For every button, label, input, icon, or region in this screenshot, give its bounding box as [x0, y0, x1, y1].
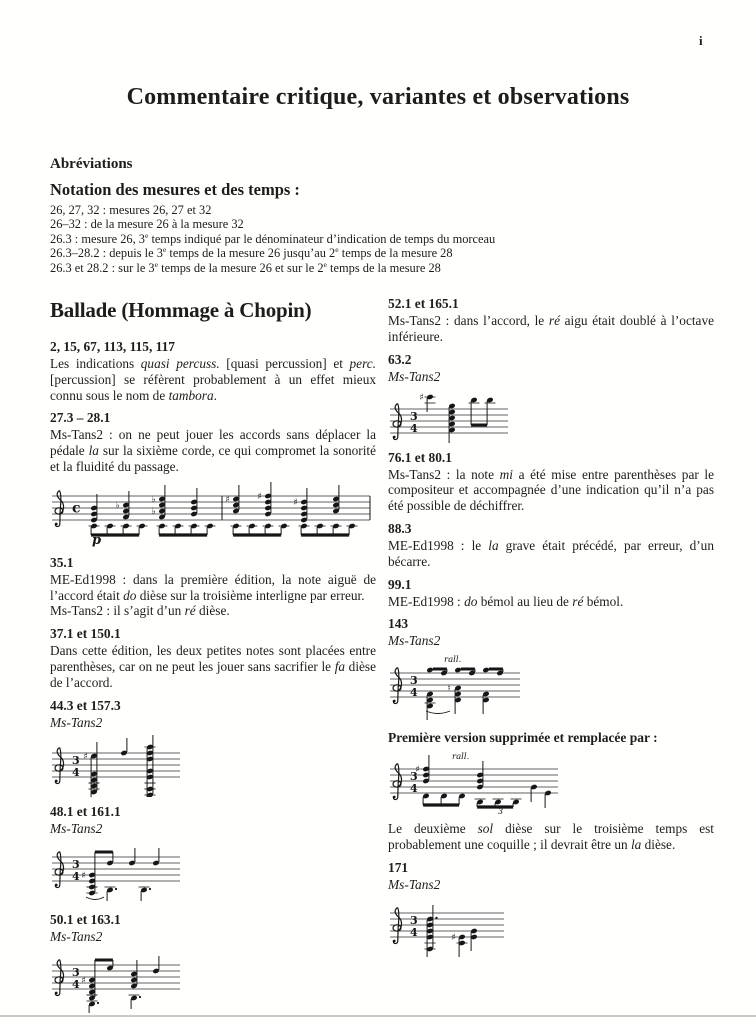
accidental-glyph: ♯ — [225, 494, 230, 505]
entry-paragraph — [388, 467, 714, 514]
commentary-entry — [50, 410, 376, 547]
text-segment: bémol. — [583, 593, 624, 609]
dynamic-marking: p — [92, 532, 102, 548]
music-notation-svg — [50, 949, 182, 1013]
time-signature: 4 — [410, 686, 418, 700]
abbreviation-line — [50, 203, 698, 217]
commentary-entry — [50, 804, 376, 905]
accidental-glyph: ♯ — [293, 497, 298, 508]
text-segment: Ms-Tans2 : on ne peut jouer les accords sans déplacer la pédale — [50, 427, 376, 459]
text-segment: Ms-Tans2 : il s’agit d’un — [50, 603, 185, 619]
page-bottom-scan-edge — [0, 1015, 756, 1017]
music-snippet — [388, 389, 714, 443]
text-segment: dièse. — [195, 603, 230, 619]
text-segment: ME-Ed1998 : le — [388, 537, 489, 553]
accidental-glyph: ♯ — [415, 765, 420, 776]
music-notation-svg — [50, 841, 182, 905]
abbreviations-section — [50, 156, 698, 275]
entry-ref: 37.1 et 150.1 — [50, 626, 121, 642]
text-segment: 26–32 : de la mesure 26 à la mesure 32 — [50, 217, 244, 232]
section-heading-ballade: Ballade (Hommage à Chopin) — [50, 298, 312, 322]
entry-ref: 27.3 – 28.1 — [50, 410, 111, 426]
ordinal-superscript: e — [323, 259, 327, 269]
entry-ref: 2, 15, 67, 113, 115, 117 — [50, 339, 175, 354]
text-segment: Ms-Tans2 : la note — [388, 466, 500, 482]
text-segment: Le deuxième — [388, 821, 478, 837]
commentary-entry — [50, 912, 376, 1013]
text-segment: temps de la mesure 28 — [326, 260, 441, 275]
time-signature: 3 — [410, 409, 418, 423]
entry-source: Ms-Tans2 — [50, 714, 103, 730]
italic-term: fa — [334, 658, 346, 674]
abbreviation-line — [50, 232, 698, 246]
music-notation-svg — [50, 735, 182, 797]
text-segment: [percussion] se réfèrent probablement à un effet mieux connu sous le nom de — [50, 371, 376, 403]
entry-source: Ms-Tans2 — [50, 928, 103, 944]
entry-paragraph — [388, 313, 714, 345]
entry-ref: 88.3 — [388, 520, 412, 536]
commentary-entry — [388, 860, 714, 957]
entry-paragraph — [50, 356, 376, 403]
text-segment: Dans cette édition, les deux petites notes sont placées entre parenthèses, car on ne peut les jouer sans sacrifier le — [50, 643, 376, 674]
text-segment: temps de la mesure 26 jusqu’au 2 — [166, 246, 336, 261]
music-notation-svg — [50, 480, 372, 548]
time-signature: 3 — [410, 674, 418, 688]
italic-term: la — [88, 443, 99, 459]
tempo-marking: rall. — [452, 752, 470, 763]
ordinal-superscript: e — [335, 245, 339, 255]
entry-paragraph — [50, 572, 376, 604]
entry-paragraph — [50, 603, 376, 619]
entry-ref: 171 — [388, 859, 409, 875]
entry-source: Ms-Tans2 — [50, 820, 103, 836]
accidental-glyph: ♯ — [81, 975, 86, 986]
text-segment: . — [213, 387, 217, 403]
italic-term: perc. — [349, 356, 376, 371]
time-signature: 4 — [72, 765, 80, 779]
ordinal-superscript: e — [144, 230, 149, 240]
commentary-entry — [388, 616, 714, 852]
accidental-glyph: ♯ — [257, 491, 262, 502]
text-segment: 26, 27, 32 : mesures 26, 27 et 32 — [50, 203, 212, 217]
text-segment: 26.3–28.2 : depuis le 3 — [50, 246, 163, 261]
page-title: Commentaire critique, variantes et observations — [126, 84, 630, 110]
music-notation-svg — [388, 389, 510, 443]
entry-paragraph — [50, 427, 376, 474]
time-signature: 4 — [72, 869, 80, 883]
time-signature: 4 — [410, 421, 418, 435]
accidental-glyph: ♯ — [81, 870, 86, 881]
accidental-glyph: ♯ — [419, 392, 424, 403]
text-segment: temps de la mesure 28 — [338, 246, 453, 261]
entry-source: Ms-Tans2 — [388, 633, 441, 649]
text-segment: dièse. — [641, 836, 676, 852]
entry-ref: 143 — [388, 616, 409, 632]
text-segment: dièse sur la troisième interligne par erreur. — [136, 587, 365, 603]
time-signature: c — [72, 500, 81, 517]
commentary-entry — [50, 698, 376, 797]
column-right — [388, 296, 714, 959]
music-notation-svg — [388, 751, 560, 819]
text-segment: 26.3 : mesure 26, 3 — [50, 231, 145, 246]
music-snippet — [50, 735, 376, 797]
abbreviation-line — [50, 246, 698, 260]
time-signature: 3 — [410, 770, 418, 784]
page-number: i — [699, 33, 703, 48]
accidental-glyph: ♭ — [151, 494, 156, 505]
entry-ref: 48.1 et 161.1 — [50, 803, 121, 819]
text-segment: a été mise entre parenthèses par le compositeur et accompagnée d’une indication qu’il n’a pas été possible de déchiffrer. — [388, 466, 714, 514]
text-segment: aigu était doublé à l’octave inférieure. — [388, 313, 715, 344]
text-segment: sur la sixième corde, ce qui compromet la sonorité et la fluidité du passage. — [50, 443, 376, 474]
music-notation-svg — [388, 653, 522, 721]
accidental-glyph: ♭ — [151, 506, 156, 517]
italic-term: la — [630, 836, 642, 852]
music-snippet — [388, 897, 714, 957]
commentary-entry — [388, 450, 714, 514]
text-segment: ME-Ed1998 : dans la première édition, la note aiguë de l’accord était — [50, 571, 376, 603]
time-signature: 3 — [410, 913, 418, 927]
italic-term: tambora — [168, 387, 214, 403]
entry-paragraph — [388, 594, 714, 610]
music-snippet — [388, 653, 714, 721]
text-segment: ME-Ed1998 : — [388, 593, 465, 609]
text-segment: temps indiqué par le dénominateur d’indication de temps du morceau — [148, 231, 496, 246]
entry-ref: 50.1 et 163.1 — [50, 911, 121, 927]
abbreviations-list — [50, 203, 698, 275]
ordinal-superscript: e — [154, 259, 159, 269]
commentary-entry — [50, 626, 376, 690]
time-signature: 4 — [410, 925, 418, 939]
commentary-entry — [50, 339, 376, 403]
commentary-entry — [388, 577, 714, 610]
italic-term: la — [488, 537, 499, 553]
italic-term: ré — [184, 603, 196, 619]
italic-term: mi — [499, 466, 513, 482]
italic-term: sol — [477, 821, 494, 837]
accidental-glyph: ♯ — [83, 751, 88, 762]
time-signature: 3 — [72, 965, 80, 979]
abbreviations-heading: Abréviations — [50, 156, 133, 172]
italic-term: do — [464, 593, 478, 609]
text-segment: bémol au lieu de — [477, 593, 573, 609]
entry-ref: 44.3 et 157.3 — [50, 697, 121, 713]
commentary-entry — [388, 352, 714, 443]
music-snippet — [50, 949, 376, 1013]
column-left — [50, 296, 376, 1015]
entry-paragraph-bold: Première version supprimée et remplacée par : — [388, 730, 658, 746]
commentary-entry — [388, 521, 714, 570]
text-segment: grave était précédé, par erreur, d’un bécarre. — [388, 537, 714, 569]
text-segment: dièse de l’accord. — [50, 658, 376, 690]
entry-ref: 63.2 — [388, 351, 412, 367]
entry-source: Ms-Tans2 — [388, 368, 441, 384]
text-segment: dièse sur le troisième temps est probablement une coquille ; il devrait être un — [388, 821, 714, 852]
accidental-glyph: ♭ — [115, 500, 120, 511]
time-signature: 4 — [410, 782, 418, 796]
italic-term: quasi percuss. — [140, 356, 220, 371]
time-signature: 3 — [72, 753, 80, 767]
italic-term: ré — [548, 313, 560, 328]
text-segment: temps de la mesure 26 et sur le 2 — [158, 260, 324, 275]
time-signature: 3 — [72, 857, 80, 871]
entry-ref: 76.1 et 80.1 — [388, 449, 452, 465]
music-snippet — [50, 480, 376, 548]
entry-ref: 99.1 — [388, 576, 412, 592]
music-snippet — [388, 751, 714, 819]
entry-ref: 35.1 — [50, 554, 74, 570]
tempo-marking: rall. — [444, 655, 462, 666]
text-segment: Ms-Tans2 : dans l’accord, le — [388, 313, 549, 328]
music-snippet — [50, 841, 376, 905]
entry-source: Ms-Tans2 — [388, 876, 441, 892]
text-segment: 26.3 et 28.2 : sur le 3 — [50, 260, 155, 275]
music-notation-svg — [388, 897, 506, 957]
italic-term: ré — [572, 593, 584, 609]
tuplet-number: 3 — [498, 807, 504, 817]
entry-ref: 52.1 et 165.1 — [388, 296, 459, 311]
entry-paragraph — [50, 643, 376, 690]
abbreviation-line — [50, 261, 698, 275]
text-segment: Les indications — [50, 356, 141, 371]
entry-paragraph — [388, 538, 714, 570]
text-segment: [quasi percussion] et — [219, 356, 350, 371]
commentary-entry — [50, 555, 376, 619]
accidental-glyph: ♮ — [447, 684, 451, 695]
commentary-entry — [388, 296, 714, 345]
entry-paragraph — [388, 821, 714, 853]
ordinal-superscript: e — [162, 245, 167, 255]
abbreviation-line — [50, 217, 698, 231]
abbreviations-subheading: Notation des mesures et des temps : — [50, 180, 300, 199]
italic-term: do — [123, 587, 137, 603]
accidental-glyph: ♯ — [451, 932, 456, 943]
time-signature: 4 — [72, 977, 80, 991]
